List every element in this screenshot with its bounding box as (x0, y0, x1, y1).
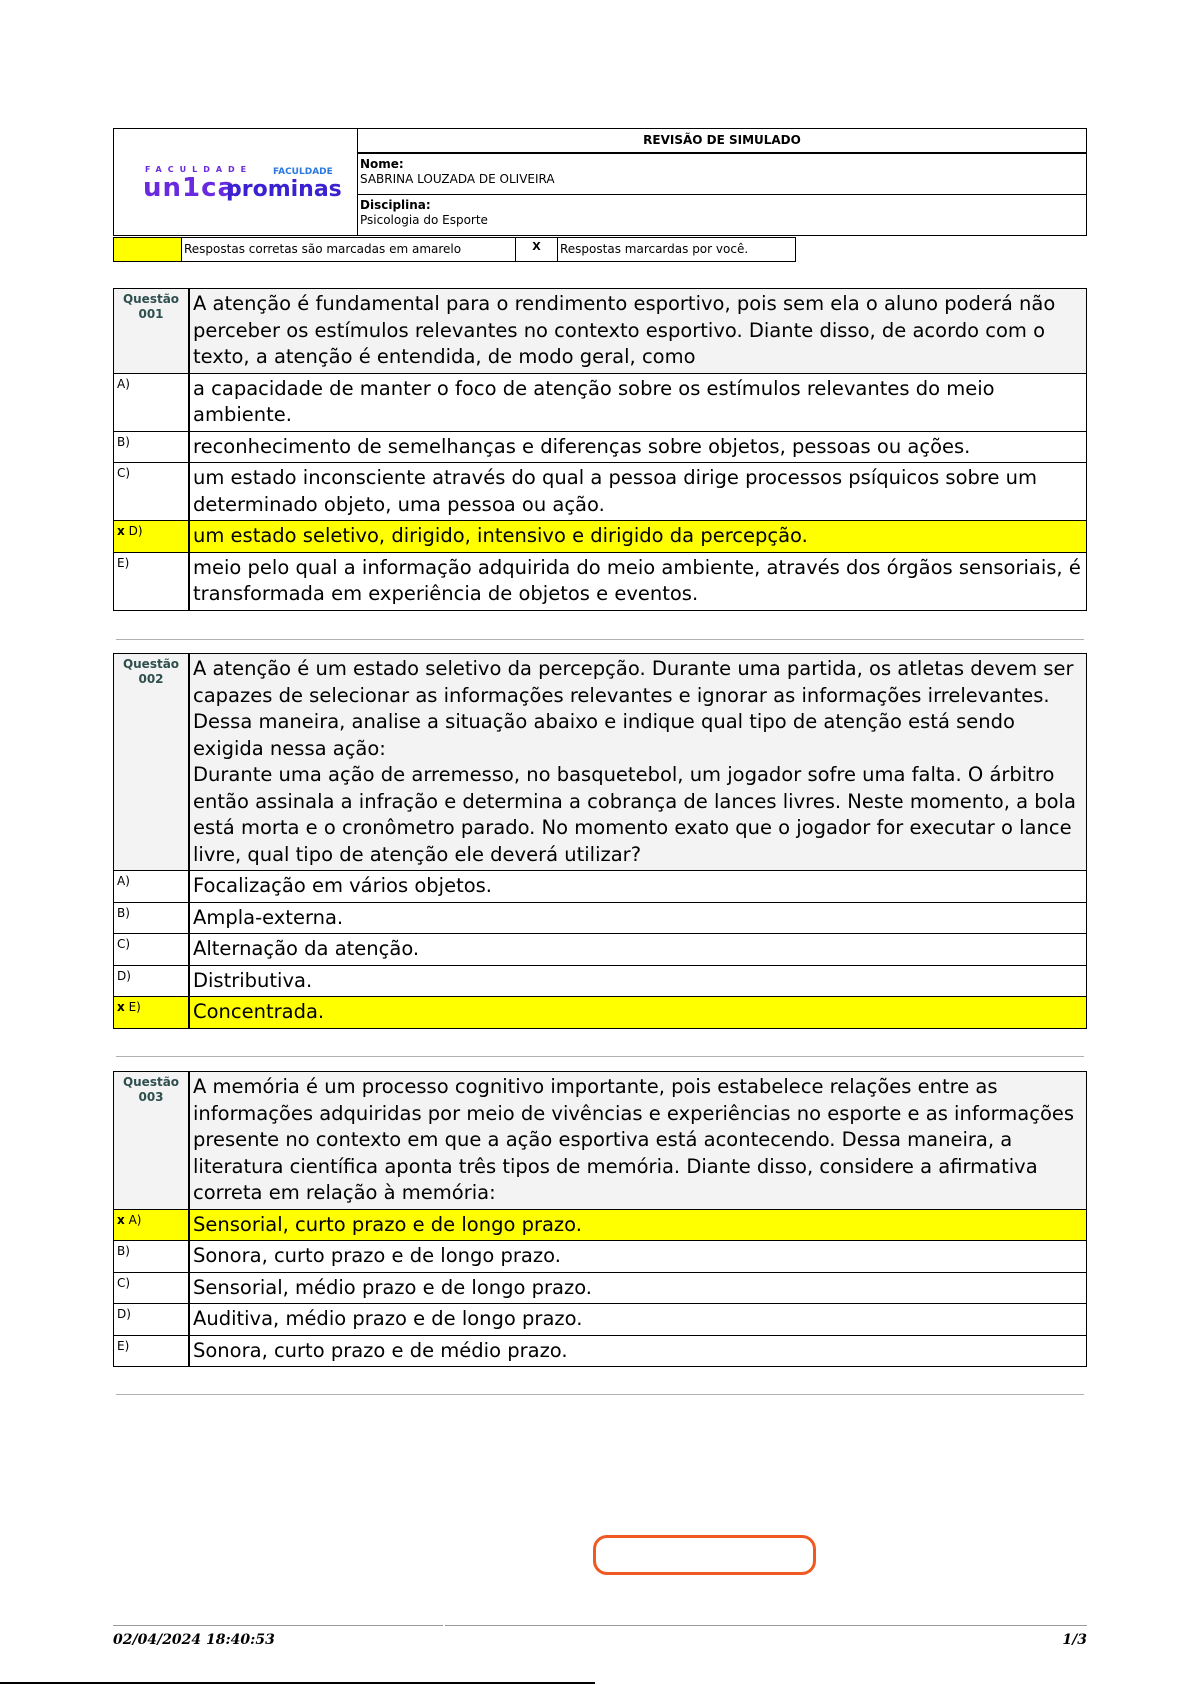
option-letter-text: D) (117, 1307, 131, 1321)
question-label (117, 292, 185, 322)
option-letter (114, 374, 190, 431)
footer-datetime: 02/04/2024 18:40:53 (113, 1632, 275, 1648)
question-stem-row (114, 289, 1086, 373)
question-number: 002 (138, 672, 164, 686)
option-letter-text: B) (117, 434, 130, 449)
option-letter (114, 1210, 190, 1241)
option-text: Alternação da atenção. (193, 937, 420, 960)
question-stem: A memória é um processo cognitivo importante, pois estabelece relações entre as informações adquiridas por meio de vivências e experiências no esporte e as informações presente no contexto em que a ação esportiva está acontecendo. Dessa maneira, a literatura científica aponta três tipos de memória. Diante disso, considere a afirmativa correta em relação à memória: (193, 1075, 1075, 1204)
option-text: Sensorial, curto prazo e de longo prazo. (193, 1212, 582, 1236)
option-letter-text: C) (117, 937, 131, 951)
option-row (114, 1272, 1086, 1304)
footer-rule-left (113, 1625, 443, 1626)
question-002 (113, 653, 1087, 1029)
question-number-cell (114, 654, 190, 870)
option-text: a capacidade de manter o foco de atenção sobre os estímulos relevantes do meio ambiente. (193, 376, 995, 426)
question-label (117, 657, 185, 687)
option-letter (114, 871, 190, 902)
question-number-cell (114, 289, 190, 373)
option-letter (114, 432, 190, 463)
page-bottom-rule (0, 1682, 595, 1684)
legend-marked-symbol: X (516, 238, 558, 261)
option-letter (114, 1336, 190, 1367)
option-letter (114, 463, 190, 520)
option-letter (114, 934, 190, 965)
logo-unica-caption: FACULDADE (145, 165, 253, 174)
question-label-text: Questão (122, 1075, 180, 1089)
option-letter-text: E) (117, 1338, 130, 1353)
footer-rule-right (445, 1625, 1087, 1626)
option-row (114, 373, 1086, 431)
question-number-cell (114, 1072, 190, 1209)
option-letter (114, 1241, 190, 1272)
option-letter-text: A) (117, 874, 130, 888)
marked-indicator: x (117, 1000, 125, 1014)
option-row (114, 965, 1086, 997)
name-label: Nome: (360, 157, 404, 171)
option-row-correct (114, 1209, 1086, 1241)
question-stem (190, 654, 1086, 870)
question-label-text: Questão (122, 657, 180, 671)
option-text: Focalização em vários objetos. (193, 874, 493, 897)
option-letter (114, 966, 190, 997)
option-row (114, 902, 1086, 934)
question-divider (116, 1394, 1084, 1395)
question-label (117, 1075, 185, 1105)
orange-rounded-box (593, 1535, 816, 1575)
option-row (114, 431, 1086, 463)
option-row (114, 933, 1086, 965)
legend (113, 237, 796, 262)
logo-prominas: prominas (226, 177, 342, 202)
option-row (114, 1335, 1086, 1367)
legend-correct-text: Respostas corretas são marcadas em amarelo (182, 238, 516, 261)
question-divider (116, 1056, 1084, 1057)
question-stem-intro: A atenção é um estado seletivo da percepção. Durante uma partida, os atletas devem ser capazes de selecionar as informações relevantes e ignorar as informações irrelevantes. Dessa maneira, analise a situação abaixo e indique qual tipo de atenção está sendo exigida nessa ação: (193, 657, 1074, 760)
option-text: Ampla-externa. (193, 905, 344, 929)
discipline-field (358, 194, 1086, 235)
legend-marked-text: Respostas marcardas por você. (560, 242, 749, 256)
correct-color-swatch (114, 238, 182, 261)
option-text: um estado seletivo, dirigido, intensivo e dirigido da percepção. (193, 524, 808, 547)
option-letter (114, 997, 190, 1028)
logo-unica: un1ca (143, 173, 237, 203)
logo-cell (114, 129, 358, 235)
option-text: um estado inconsciente através do qual a pessoa dirige processos psíquicos sobre um determinado objeto, uma pessoa ou ação. (193, 466, 1038, 516)
option-text: Sonora, curto prazo e de longo prazo. (193, 1244, 561, 1267)
option-letter (114, 521, 190, 552)
option-text: Distributiva. (193, 968, 313, 992)
option-letter-text: B) (117, 905, 130, 920)
option-letter-text: C) (117, 466, 131, 480)
option-row (114, 1240, 1086, 1272)
marked-indicator: x (117, 524, 125, 538)
question-stem-row (114, 654, 1086, 870)
info-cell (358, 129, 1086, 235)
option-letter (114, 1273, 190, 1304)
option-text: Sonora, curto prazo e de médio prazo. (193, 1338, 568, 1362)
question-003 (113, 1071, 1087, 1367)
option-letter-text: D) (128, 524, 143, 538)
question-001 (113, 288, 1087, 611)
option-letter-text: B) (117, 1244, 130, 1258)
discipline-value: Psicologia do Esporte (360, 213, 488, 227)
option-letter-text: A) (128, 1212, 142, 1227)
option-row (114, 870, 1086, 902)
question-label-text: Questão (122, 292, 180, 306)
option-letter-text: E) (128, 1000, 141, 1014)
question-divider (116, 639, 1084, 640)
question-number: 003 (138, 1090, 164, 1104)
option-row-correct (114, 520, 1086, 552)
discipline-label: Disciplina: (360, 198, 431, 212)
logo-prominas-caption: FACULDADE (273, 167, 333, 177)
option-letter-text: A) (117, 376, 130, 391)
option-letter (114, 553, 190, 610)
option-letter-text: C) (117, 1275, 131, 1290)
option-letter-text: D) (117, 968, 131, 983)
question-stem-scenario: Durante uma ação de arremesso, no basquetebol, um jogador sofre uma falta. O árbitro então assinala a infração e determina a cobrança de lances livres. Neste momento, a bola está morta e o cronômetro parado. No momento exato que o jogador for executar o lance livre, qual tipo de atenção ele deverá utilizar? (193, 763, 1076, 866)
option-text: reconhecimento de semelhanças e diferenças sobre objetos, pessoas ou ações. (193, 434, 971, 458)
header-table (113, 128, 1087, 236)
question-stem-row (114, 1072, 1086, 1209)
option-row (114, 462, 1086, 520)
option-text: Concentrada. (193, 1000, 325, 1023)
footer-page-number: 1/3 (1062, 1632, 1087, 1648)
marked-indicator: x (117, 1212, 125, 1227)
name-field (358, 154, 1086, 194)
option-row (114, 1303, 1086, 1335)
page-title: REVISÃO DE SIMULADO (358, 129, 1086, 154)
option-letter (114, 903, 190, 934)
option-row (114, 552, 1086, 610)
option-letter-text: E) (117, 555, 130, 570)
option-text: Auditiva, médio prazo e de longo prazo. (193, 1307, 583, 1330)
option-row-correct (114, 996, 1086, 1028)
option-letter (114, 1304, 190, 1335)
option-text: Sensorial, médio prazo e de longo prazo. (193, 1275, 592, 1299)
option-text: meio pelo qual a informação adquirida do meio ambiente, através dos órgãos sensoriais, é transformada em experiência de objetos e eventos. (193, 555, 1081, 605)
question-stem: A atenção é fundamental para o rendimento esportivo, pois sem ela o aluno poderá não perceber os estímulos relevantes no contexto esportivo. Diante disso, de acordo com o texto, a atenção é entendida, de modo geral, como (193, 292, 1056, 368)
question-number: 001 (138, 307, 164, 321)
name-value: SABRINA LOUZADA DE OLIVEIRA (360, 172, 555, 186)
